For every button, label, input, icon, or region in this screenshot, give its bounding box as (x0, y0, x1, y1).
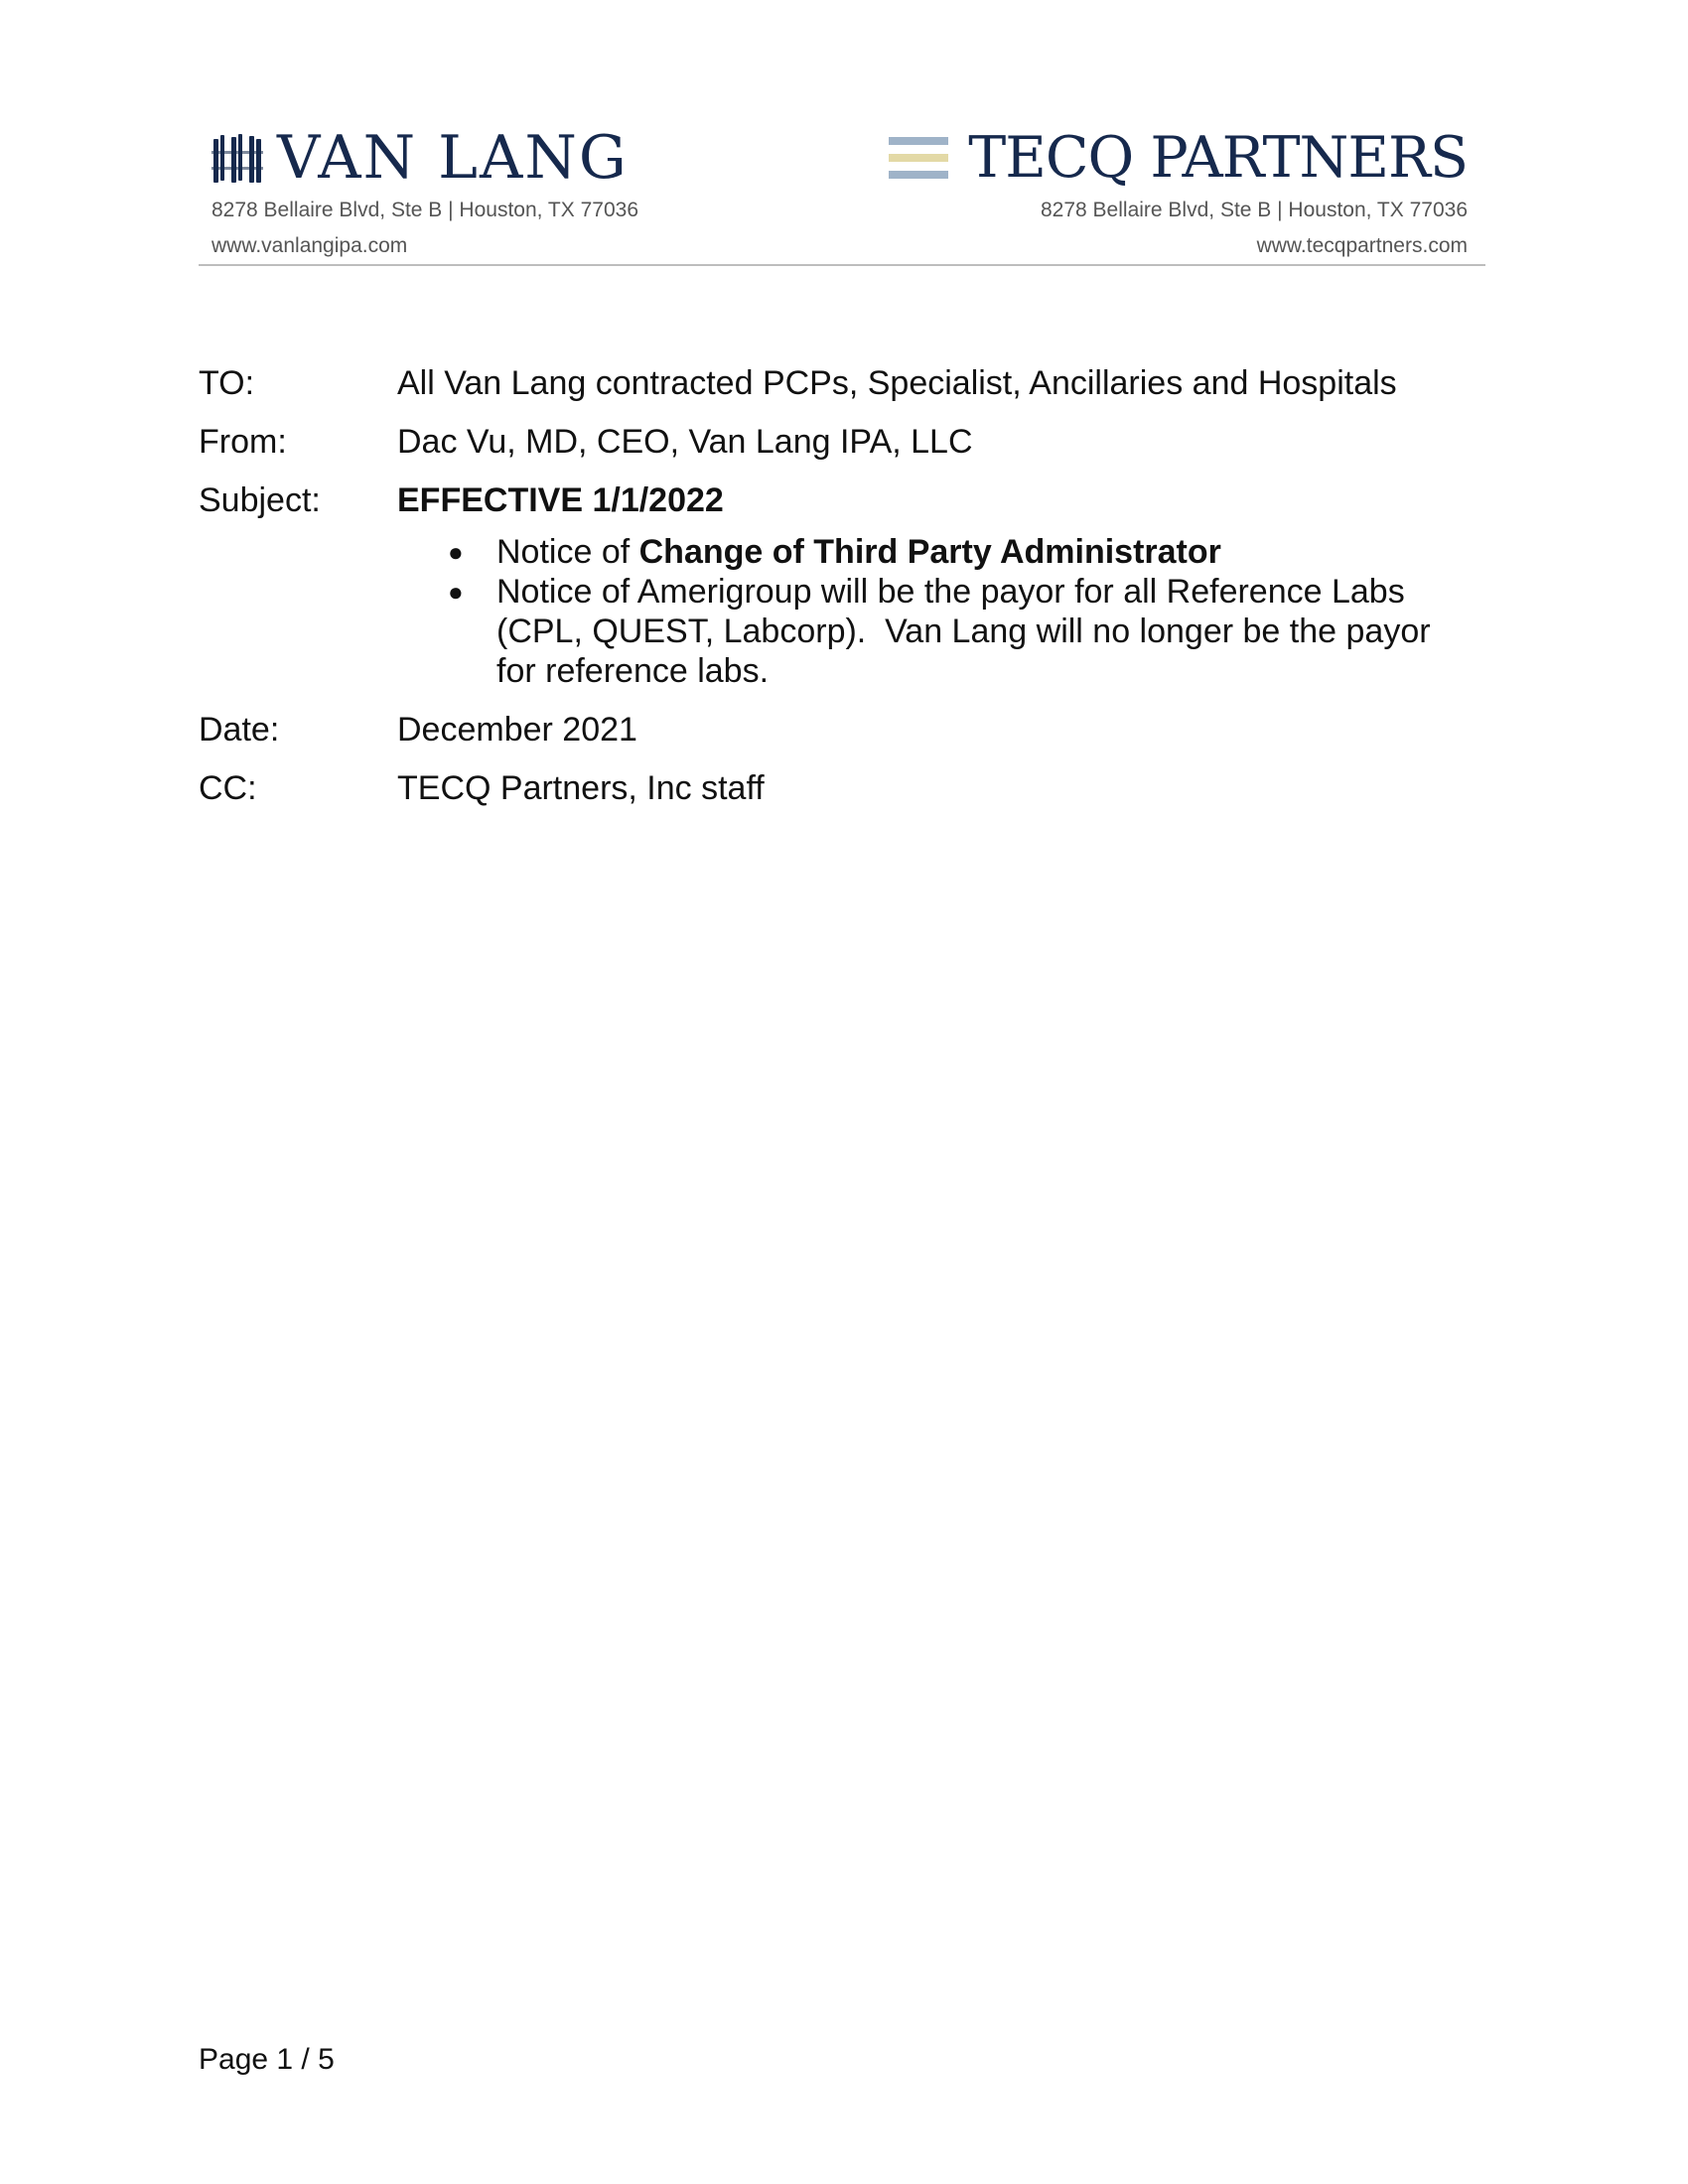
memo-date-value: December 2021 (397, 711, 637, 749)
memo-cc-row (199, 768, 1489, 808)
memo-block (199, 363, 1489, 827)
van-lang-pillars-icon (211, 133, 265, 185)
memo-date-row (199, 710, 1489, 750)
memo-from-label: From: (199, 423, 287, 461)
tecq-partners-company-name: TECQ PARTNERS (968, 124, 1468, 191)
tecq-partners-logo (889, 124, 1468, 191)
memo-date-label: Date: (199, 711, 280, 749)
memo-subject-label: Subject: (199, 481, 321, 519)
subject-bullet-list (199, 532, 1470, 691)
memo-to-value: All Van Lang contracted PCPs, Specialist, Ancillaries and Hospitals (397, 364, 1397, 402)
van-lang-company-name: VAN LANG (277, 123, 629, 193)
van-lang-address: 8278 Bellaire Blvd, Ste B | Houston, TX 77036 (211, 199, 638, 221)
bullet-item-text: Notice of Amerigroup will be the payor for all Reference Labs (CPL, QUEST, Labcorp). Van Lang will no longer be the payor for reference labs. (496, 573, 1440, 690)
tecq-partners-letterhead (889, 124, 1468, 260)
bullet-icon: ● (448, 577, 464, 607)
page-indicator: Page 1 / 5 (199, 2043, 335, 2076)
bullet-icon: ● (448, 537, 464, 567)
tecq-partners-website: www.tecqpartners.com (1256, 234, 1468, 257)
bullet-item-prefix: Notice of (496, 533, 639, 571)
van-lang-website: www.vanlangipa.com (211, 234, 408, 257)
memo-subject-value: EFFECTIVE 1/1/2022 (397, 481, 724, 519)
letterhead-divider (199, 264, 1485, 266)
memo-from-value: Dac Vu, MD, CEO, Van Lang IPA, LLC (397, 423, 973, 461)
bullet-item-tpa-change (448, 532, 1470, 572)
memo-subject-row (199, 480, 1489, 520)
memo-to-label: TO: (199, 364, 255, 402)
van-lang-letterhead (211, 123, 638, 260)
bullet-item-reference-labs (448, 572, 1470, 691)
bullet-item-emphasis: Change of Third Party Administrator (638, 533, 1221, 571)
tecq-stripes-icon (889, 133, 948, 183)
memo-to-row (199, 363, 1489, 403)
memo-cc-value: TECQ Partners, Inc staff (397, 769, 765, 807)
van-lang-logo (211, 123, 638, 193)
memo-cc-label: CC: (199, 769, 257, 807)
memo-from-row (199, 422, 1489, 462)
tecq-partners-address: 8278 Bellaire Blvd, Ste B | Houston, TX 77036 (1041, 199, 1468, 221)
